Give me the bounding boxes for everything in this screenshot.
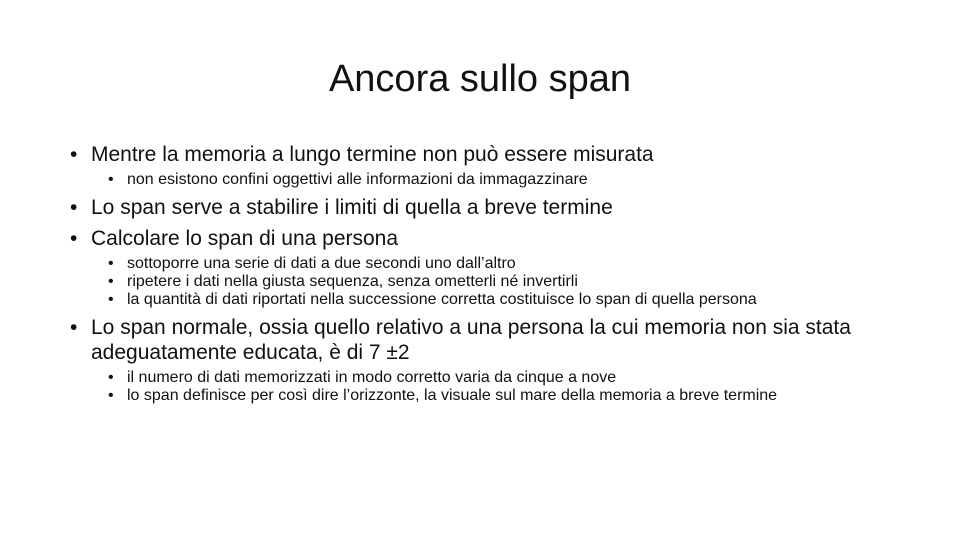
sub-bullet-marker: • xyxy=(108,291,114,308)
sub-bullet-marker: • xyxy=(108,369,114,386)
bullet-text: Lo span normale, ossia quello relativo a una persona la cui memoria non sia stata adeguatamente educata, è di 7 ±2 xyxy=(91,316,851,364)
sub-bullet-list xyxy=(70,171,900,189)
sub-bullet-item xyxy=(70,171,900,189)
bullet-text: Calcolare lo span di una persona xyxy=(91,227,399,250)
sub-bullet-marker: • xyxy=(108,255,114,272)
sub-bullet-text: sottoporre una serie di dati a due secondi uno dall’altro xyxy=(127,255,516,272)
bullet-marker: • xyxy=(70,227,78,250)
sub-bullet-marker: • xyxy=(108,171,114,188)
sub-bullet-text: lo span definisce per così dire l’orizzonte, la visuale sul mare della memoria a breve termine xyxy=(127,387,778,404)
sub-bullet-marker: • xyxy=(108,387,114,404)
bullet-marker: • xyxy=(70,196,78,219)
sub-bullet-text: ripetere i dati nella giusta sequenza, senza ometterli né invertirli xyxy=(127,273,578,290)
sub-bullet-list xyxy=(70,369,900,405)
bullet-item xyxy=(70,315,900,365)
bullet-list xyxy=(70,142,900,405)
slide-body xyxy=(70,142,900,405)
sub-bullet-item xyxy=(70,387,900,405)
sub-bullet-marker: • xyxy=(108,273,114,290)
sub-bullet-item xyxy=(70,273,900,291)
sub-bullet-list xyxy=(70,255,900,309)
slide-title: Ancora sullo span xyxy=(328,58,632,100)
bullet-marker: • xyxy=(70,143,78,166)
bullet-text: Lo span serve a stabilire i limiti di quella a breve termine xyxy=(91,196,613,219)
bullet-marker: • xyxy=(70,316,78,339)
sub-bullet-item xyxy=(70,369,900,387)
sub-bullet-text: non esistono confini oggettivi alle informazioni da immagazzinare xyxy=(127,171,588,188)
bullet-item xyxy=(70,195,900,220)
sub-bullet-text: il numero di dati memorizzati in modo corretto varia da cinque a nove xyxy=(127,369,617,386)
sub-bullet-text: la quantità di dati riportati nella successione corretta costituisce lo span di quella persona xyxy=(127,291,757,308)
bullet-text: Mentre la memoria a lungo termine non può essere misurata xyxy=(91,143,654,166)
sub-bullet-item xyxy=(70,291,900,309)
bullet-item xyxy=(70,142,900,167)
sub-bullet-item xyxy=(70,255,900,273)
bullet-item xyxy=(70,226,900,251)
